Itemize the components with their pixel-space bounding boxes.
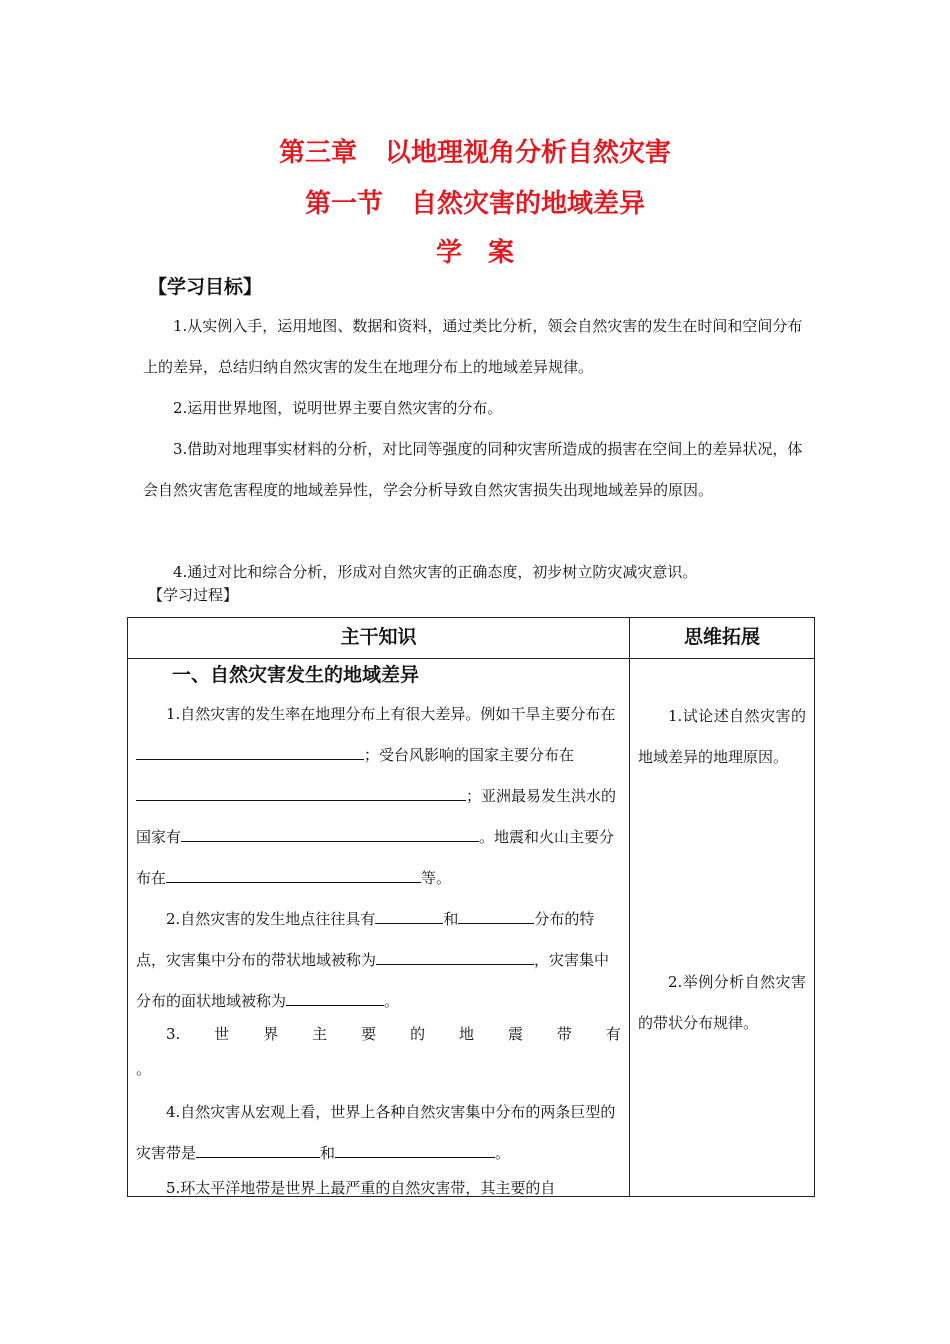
section-name: 自然灾害的地域差异 [411,189,646,219]
question-1: 1.自然灾害的发生率在地理分布上有很大差异。例如干旱主要分布在；受台风影响的国家主要分布在；亚洲最易发生洪水的国家有 。地震和火山主要分布在 等。 [136,705,617,887]
answer-blank[interactable] [376,946,534,965]
header-divider [128,658,814,659]
study-table [127,617,815,1197]
extension-question-2: 2.举例分析自然灾害的带状分布规律。 [638,973,806,1032]
extension-question-1: 1.试论述自然灾害的地域差异的地理原因。 [638,707,806,766]
question-2: 2.自然灾害的发生地点往往具有 和 分布的特点，灾害集中分布的带状地域被称为 ，灾害集中分布的面状地域被称为 。 [136,899,621,1022]
doc-type: 学 案 [435,238,514,268]
col-header-main-knowledge: 主干知识 [340,626,417,648]
process-heading: 【学习过程】 [148,586,239,604]
objective-1: 1.从实例入手，运用地图、数据和资料，通过类比分析，领会自然灾害的发生在时间和空间分布上的差异，总结归纳自然灾害的发生在地理分布上的地域差异规律。 [143,317,803,376]
question-3: 3. 世 界 主 要 的 地 震 带 有 。 [136,1025,621,1078]
question-5: 5.环太平洋地带是世界上最严重的自然灾害带，其主要的自 [166,1179,556,1197]
objective-2: 2.运用世界地图，说明世界主要自然灾害的分布。 [173,399,503,417]
section-number: 第一节 [304,189,383,219]
question-4: 4.自然灾害从宏观上看，世界上各种自然灾害集中分布的两条巨型的灾害带是 和 。 [136,1103,616,1162]
chapter-name: 以地理视角分析自然灾害 [385,138,672,168]
answer-blank[interactable] [375,905,443,924]
column-divider [629,618,630,1196]
answer-blank[interactable] [181,823,479,842]
answer-blank[interactable] [166,864,421,883]
objective-3: 3.借助对地理事实材料的分析，对比同等强度的同种灾害所造成的损害在空间上的差异状况，体会自然灾害危害程度的地域差异性，学会分析导致自然灾害损失出现地域差异的原因。 [143,440,803,499]
col-header-thinking-extension: 思维拓展 [683,626,760,648]
answer-blank[interactable] [335,1139,495,1158]
answer-blank[interactable] [286,987,384,1006]
chapter-number: 第三章 [278,138,357,168]
subheading: 一、自然灾害发生的地域差异 [172,664,420,686]
objectives-heading: 【学习目标】 [148,276,263,298]
section-title [0,183,950,220]
objective-4: 4.通过对比和综合分析，形成对自然灾害的正确态度，初步树立防灾减灾意识。 [173,563,698,581]
chapter-title [0,132,950,169]
answer-blank[interactable] [458,905,534,924]
answer-blank[interactable] [136,741,364,760]
answer-blank[interactable] [196,1139,320,1158]
answer-blank[interactable] [136,782,466,801]
